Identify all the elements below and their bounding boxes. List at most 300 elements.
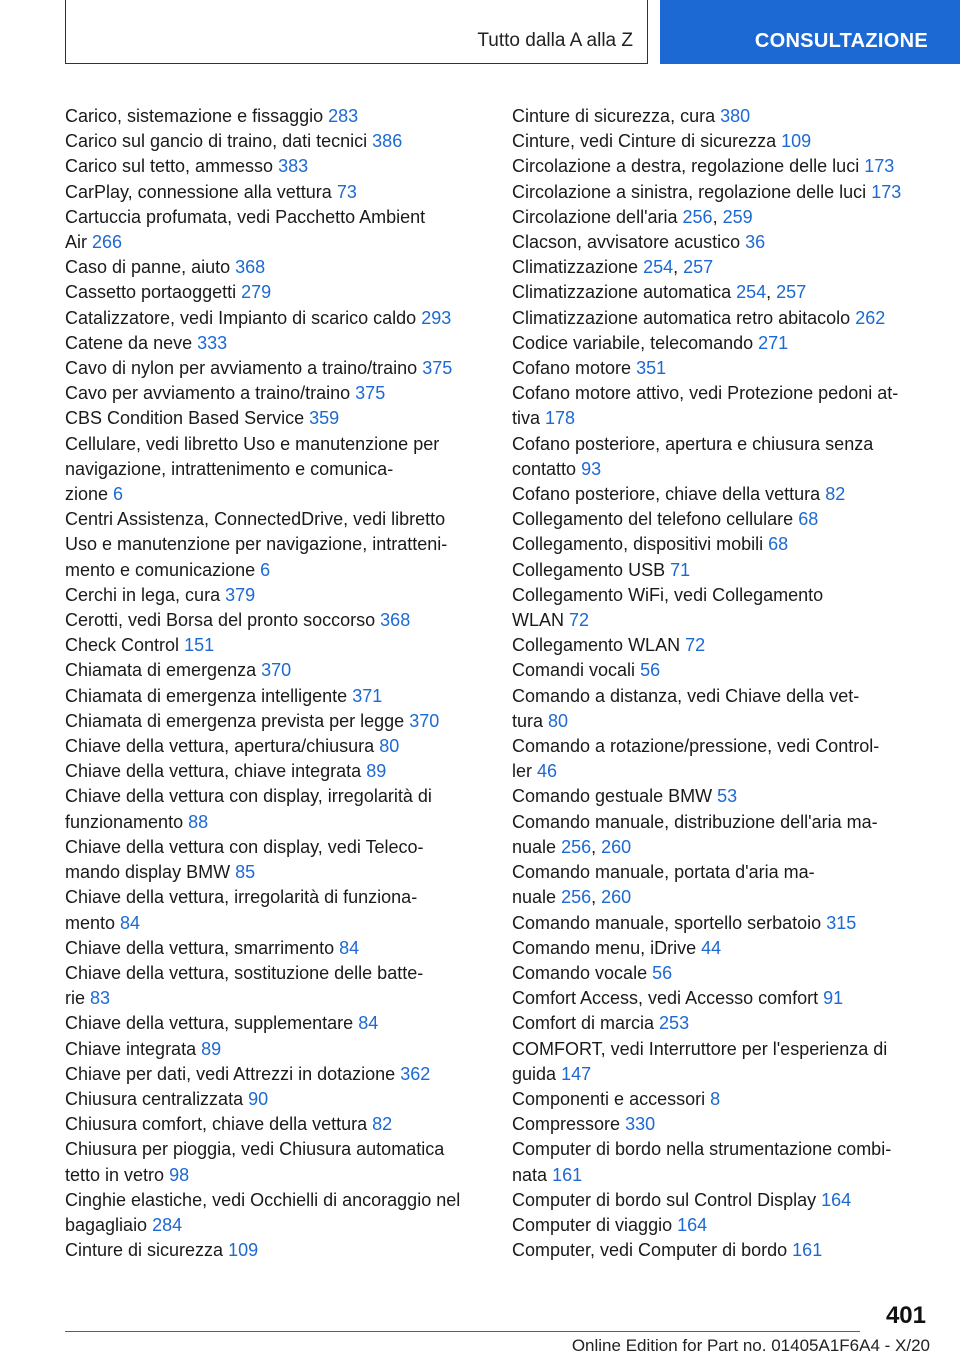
index-entry-line bbox=[512, 306, 932, 331]
index-entry bbox=[65, 1037, 487, 1062]
index-entry-line bbox=[512, 734, 932, 759]
index-entry-line bbox=[512, 482, 932, 507]
page-reference-link[interactable]: 368 bbox=[235, 257, 266, 278]
page-reference-link[interactable]: 256 bbox=[561, 887, 592, 908]
index-entry bbox=[512, 860, 932, 910]
index-entry-line bbox=[65, 306, 487, 331]
index-entry-line bbox=[65, 356, 487, 381]
page-reference-link[interactable]: 89 bbox=[201, 1038, 222, 1059]
index-entry-text: Collegamento WiFi, vedi Collegamento bbox=[512, 584, 824, 605]
page-reference-link[interactable]: 362 bbox=[400, 1063, 431, 1084]
page-reference-link[interactable]: 90 bbox=[248, 1088, 269, 1109]
index-entry-line bbox=[65, 230, 487, 255]
index-entry-line: Climatizzazione 254, 257 bbox=[512, 257, 714, 278]
index-entry-line bbox=[512, 381, 932, 406]
index-entry-text: Compressore bbox=[512, 1114, 621, 1135]
index-entry-line bbox=[512, 230, 932, 255]
index-entry-line bbox=[65, 457, 487, 482]
index-entry bbox=[65, 734, 487, 759]
page-reference-link[interactable]: 164 bbox=[677, 1214, 708, 1235]
page-reference-link[interactable]: 371 bbox=[352, 685, 383, 706]
index-entry bbox=[512, 507, 932, 532]
page-reference-link[interactable]: 85 bbox=[235, 862, 256, 883]
page-reference-link[interactable]: 72 bbox=[685, 635, 706, 656]
index-entry-text: Comando a rotazione/pressione, vedi Control- bbox=[512, 736, 880, 757]
index-entry-text: Cofano posteriore, chiave della vettura bbox=[512, 484, 821, 505]
index-entry-line bbox=[65, 936, 487, 961]
index-entry-text: Climatizzazione automatica bbox=[512, 282, 732, 303]
index-entry-line bbox=[512, 810, 932, 835]
footer-edition-text: Online Edition for Part no. 01405A1F6A4 - X/20 bbox=[571, 1336, 930, 1355]
index-entry-line bbox=[65, 129, 487, 154]
page-reference-link[interactable]: 173 bbox=[871, 181, 902, 202]
index-entry bbox=[65, 1137, 487, 1187]
index-entry-text: Cinghie elastiche, vedi Occhielli di ancoraggio nel bbox=[65, 1189, 461, 1210]
index-entry-text: ler bbox=[512, 761, 533, 782]
page-reference-link[interactable]: 8 bbox=[710, 1088, 721, 1109]
index-entry-line: nuale 256, 260 bbox=[512, 836, 632, 857]
index-entry bbox=[512, 1213, 932, 1238]
index-entry-text: WLAN bbox=[512, 610, 565, 631]
index-entry-text: Cerotti, vedi Borsa del pronto soccorso bbox=[65, 610, 376, 631]
index-entry bbox=[65, 356, 487, 381]
index-entry-line bbox=[512, 457, 932, 482]
index-entry-line bbox=[512, 684, 932, 709]
index-entry-line bbox=[512, 1238, 932, 1263]
index-entry bbox=[512, 684, 932, 734]
index-entry-line bbox=[512, 154, 932, 179]
index-entry-line bbox=[65, 709, 487, 734]
page-reference-link[interactable]: 91 bbox=[823, 988, 844, 1009]
page-reference-link[interactable]: 260 bbox=[601, 836, 632, 857]
page-reference-link[interactable]: 6 bbox=[113, 484, 124, 505]
index-entry-text: Air bbox=[65, 232, 87, 253]
index-entry bbox=[65, 784, 487, 834]
footer-divider bbox=[65, 1331, 860, 1332]
index-entry bbox=[512, 306, 932, 331]
page-reference-link[interactable]: 84 bbox=[120, 912, 141, 933]
index-entry-line bbox=[512, 180, 932, 205]
page-reference-link[interactable]: 109 bbox=[781, 131, 812, 152]
index-entry bbox=[65, 608, 487, 633]
index-entry-line bbox=[512, 532, 932, 557]
index-entry-line bbox=[512, 911, 932, 936]
index-entry-text: Comfort di marcia bbox=[512, 1013, 655, 1034]
index-entry-text: Clacson, avvisatore acustico bbox=[512, 232, 741, 253]
index-entry-text: Chiave per dati, vedi Attrezzi in dotazione bbox=[65, 1063, 396, 1084]
index-entry-line: Circolazione dell'aria 256, 259 bbox=[512, 206, 753, 227]
index-entry bbox=[512, 936, 932, 961]
index-entry-text: nuale bbox=[512, 887, 557, 908]
page-reference-link[interactable]: 151 bbox=[184, 635, 215, 656]
page-reference-link[interactable]: 173 bbox=[864, 156, 895, 177]
index-entry bbox=[512, 1238, 932, 1263]
index-entry-line bbox=[65, 507, 487, 532]
index-entry-line bbox=[65, 1011, 487, 1036]
page-reference-link[interactable]: 262 bbox=[855, 307, 886, 328]
index-entry-text: Caso di panne, aiuto bbox=[65, 257, 231, 278]
index-entry bbox=[65, 1087, 487, 1112]
index-entry-text: CBS Condition Based Service bbox=[65, 408, 305, 429]
index-entry-text: Comando manuale, sportello serbatoio bbox=[512, 912, 822, 933]
index-entry-line bbox=[65, 583, 487, 608]
index-entry bbox=[65, 633, 487, 658]
index-entry-text: Carico, sistemazione e fissaggio bbox=[65, 106, 324, 126]
page-reference-link[interactable]: 56 bbox=[640, 660, 661, 681]
index-entry-text: Check Control bbox=[65, 635, 180, 656]
page-reference-link[interactable]: 351 bbox=[636, 358, 667, 379]
index-entry-text: Comando a distanza, vedi Chiave della vet- bbox=[512, 685, 860, 706]
index-entry-text: Computer di bordo nella strumentazione combi- bbox=[512, 1139, 892, 1160]
index-entry-text: Comfort Access, vedi Accesso comfort bbox=[512, 988, 819, 1009]
page-reference-link[interactable]: 164 bbox=[821, 1189, 852, 1210]
index-entry-line bbox=[512, 1137, 932, 1162]
index-entry bbox=[512, 129, 932, 154]
index-entry-text: Chiave integrata bbox=[65, 1038, 197, 1059]
index-entry bbox=[65, 936, 487, 961]
page-reference-link[interactable]: 260 bbox=[601, 887, 632, 908]
page-reference-link[interactable]: 333 bbox=[197, 332, 228, 353]
index-entry-line bbox=[65, 1213, 487, 1238]
index-entry-text: Cinture di sicurezza bbox=[65, 1240, 224, 1261]
page-reference-link[interactable]: 36 bbox=[745, 232, 766, 253]
chapter-tab[interactable] bbox=[660, 0, 960, 64]
index-entry-line bbox=[512, 432, 932, 457]
page-reference-link[interactable]: 56 bbox=[652, 962, 673, 983]
index-entry-line bbox=[512, 1011, 932, 1036]
page-reference-link[interactable]: 386 bbox=[372, 131, 403, 152]
index-entry-text: Catalizzatore, vedi Impianto di scarico caldo bbox=[65, 307, 417, 328]
page-reference-link[interactable]: 109 bbox=[228, 1240, 259, 1261]
page-reference-link[interactable]: 72 bbox=[569, 610, 590, 631]
index-entry-text: guida bbox=[512, 1063, 557, 1084]
index-entry-text: Componenti e accessori bbox=[512, 1088, 706, 1109]
index-entry-text: COMFORT, vedi Interruttore per l'esperienza di bbox=[512, 1038, 888, 1059]
index-entry bbox=[512, 658, 932, 683]
page-reference-link[interactable]: 383 bbox=[278, 156, 309, 177]
index-entry bbox=[65, 255, 487, 280]
index-entry-text: Chiave della vettura con display, vedi Teleco- bbox=[65, 836, 424, 857]
page-reference-link[interactable]: 53 bbox=[717, 786, 738, 807]
index-entry bbox=[512, 1011, 932, 1036]
index-entry bbox=[65, 885, 487, 935]
index-entry-line bbox=[65, 986, 487, 1011]
page-reference-link[interactable]: 71 bbox=[670, 559, 691, 580]
index-entry-text: Centri Assistenza, ConnectedDrive, vedi libretto bbox=[65, 509, 446, 530]
index-entry-text: Catene da neve bbox=[65, 332, 193, 353]
page-reference-link[interactable]: 161 bbox=[552, 1164, 583, 1185]
index-entry bbox=[65, 1112, 487, 1137]
page-reference-link[interactable]: 178 bbox=[545, 408, 576, 429]
page-reference-link[interactable]: 82 bbox=[825, 484, 846, 505]
index-entry-line bbox=[65, 759, 487, 784]
chapter-title: CONSULTAZIONE bbox=[754, 30, 928, 52]
index-entry-line bbox=[512, 1062, 932, 1087]
index-entry-line bbox=[65, 1037, 487, 1062]
index-entry-text: Carico sul gancio di traino, dati tecnici bbox=[65, 131, 368, 152]
index-entry bbox=[65, 835, 487, 885]
index-entry bbox=[65, 1188, 487, 1238]
page-reference-link[interactable]: 89 bbox=[366, 761, 387, 782]
page-reference-link[interactable]: 279 bbox=[241, 282, 272, 303]
page-reference-link[interactable]: 82 bbox=[372, 1114, 393, 1135]
index-entry bbox=[512, 961, 932, 986]
page-reference-link[interactable]: 44 bbox=[701, 937, 722, 958]
index-entry-text: Collegamento WLAN bbox=[512, 635, 681, 656]
index-entry-line bbox=[512, 1087, 932, 1112]
index-entry bbox=[512, 482, 932, 507]
index-entry bbox=[65, 104, 487, 129]
index-entry-line: Climatizzazione automatica 254, 257 bbox=[512, 282, 807, 303]
index-entry-text: Cerchi in lega, cura bbox=[65, 584, 221, 605]
index-entry-text: navigazione, intrattenimento e comunica- bbox=[65, 458, 394, 479]
index-entry-text: Chiave della vettura con display, irregolarità di bbox=[65, 786, 432, 807]
index-entry-text: Comando gestuale BMW bbox=[512, 786, 713, 807]
index-entry-text: Computer di bordo sul Control Display bbox=[512, 1189, 817, 1210]
index-entry-text: Cavo di nylon per avviamento a traino/traino bbox=[65, 358, 418, 379]
page-reference-link[interactable]: 256 bbox=[682, 206, 713, 227]
page-reference-link[interactable]: 271 bbox=[758, 332, 789, 353]
index-entry-line bbox=[65, 1137, 487, 1162]
page-reference-link[interactable]: 84 bbox=[339, 937, 360, 958]
index-entry bbox=[65, 507, 487, 583]
index-entry-text: CarPlay, connessione alla vettura bbox=[65, 181, 332, 202]
index-entry bbox=[65, 961, 487, 1011]
index-entry bbox=[512, 381, 932, 431]
index-entry-line bbox=[512, 583, 932, 608]
index-entry-line bbox=[65, 381, 487, 406]
index-entry bbox=[65, 658, 487, 683]
index-entry-line bbox=[65, 331, 487, 356]
page-reference-link[interactable]: 256 bbox=[561, 836, 592, 857]
index-entry bbox=[65, 205, 487, 255]
index-entry bbox=[512, 532, 932, 557]
index-entry-text: Chiusura comfort, chiave della vettura bbox=[65, 1114, 368, 1135]
index-entry-text: tura bbox=[512, 710, 544, 731]
page-reference-link[interactable]: 147 bbox=[561, 1063, 592, 1084]
index-entry-text: Chiave della vettura, irregolarità di funziona- bbox=[65, 887, 418, 908]
index-entry-text: tetto in vetro bbox=[65, 1164, 165, 1185]
index-entry-text: Chiusura centralizzata bbox=[65, 1088, 244, 1109]
index-entry bbox=[512, 810, 932, 860]
page-reference-link[interactable]: 379 bbox=[225, 584, 256, 605]
index-entry-line bbox=[512, 406, 932, 431]
index-entry-text: Cassetto portaoggetti bbox=[65, 282, 237, 303]
index-entry-line bbox=[65, 1188, 487, 1213]
index-entry bbox=[512, 1188, 932, 1213]
index-entry-text: mento e comunicazione bbox=[65, 559, 256, 580]
index-entry-line bbox=[65, 810, 487, 835]
index-entry-line bbox=[65, 280, 487, 305]
index-entry-line bbox=[65, 911, 487, 936]
index-entry-line bbox=[65, 205, 487, 230]
index-entry-line bbox=[65, 104, 487, 129]
page-reference-link[interactable]: 283 bbox=[328, 106, 359, 126]
index-entry-line bbox=[65, 860, 487, 885]
page-reference-link[interactable]: 315 bbox=[826, 912, 857, 933]
index-entry-text: Climatizzazione automatica retro abitacolo bbox=[512, 307, 851, 328]
index-entry-text: Carico sul tetto, ammesso bbox=[65, 156, 274, 177]
index-entry-line bbox=[65, 255, 487, 280]
index-entry-line bbox=[65, 1062, 487, 1087]
index-entry bbox=[65, 709, 487, 734]
index-entry-text: Chiave della vettura, sostituzione delle batte- bbox=[65, 962, 424, 983]
index-entry-text: nuale bbox=[512, 836, 557, 857]
index-entry-line bbox=[65, 1163, 487, 1188]
page-reference-link[interactable]: 46 bbox=[537, 761, 558, 782]
index-entry bbox=[65, 1238, 487, 1263]
index-entry-text: Uso e manutenzione per navigazione, intratteni- bbox=[65, 534, 448, 555]
index-entry bbox=[65, 1062, 487, 1087]
index-entry-text: bagagliaio bbox=[65, 1214, 148, 1235]
index-entry-line bbox=[65, 608, 487, 633]
page-reference-link[interactable]: 98 bbox=[169, 1164, 190, 1185]
index-entry-text: mando display BMW bbox=[65, 862, 231, 883]
index-entry bbox=[65, 759, 487, 784]
index-entry-line bbox=[65, 961, 487, 986]
index-entry-line bbox=[65, 532, 487, 557]
index-entry-text: Comando manuale, portata d'aria ma- bbox=[512, 862, 815, 883]
index-entry bbox=[512, 734, 932, 784]
index-entry bbox=[65, 583, 487, 608]
index-entry bbox=[512, 1137, 932, 1187]
index-entry-text: Cofano motore bbox=[512, 358, 632, 379]
index-entry-text: zione bbox=[65, 484, 109, 505]
index-entry-text: Chiave della vettura, smarrimento bbox=[65, 937, 335, 958]
index-entry bbox=[512, 205, 932, 230]
page-reference-link[interactable]: 257 bbox=[683, 257, 714, 278]
index-entry bbox=[65, 406, 487, 431]
index-entry-text: Circolazione a sinistra, regolazione delle luci bbox=[512, 181, 867, 202]
index-entry-text: Cofano posteriore, apertura e chiusura senza bbox=[512, 433, 874, 454]
index-entry-line bbox=[512, 1213, 932, 1238]
index-entry-line bbox=[512, 633, 932, 658]
index-entry-text: Cartuccia profumata, vedi Pacchetto Ambient bbox=[65, 206, 426, 227]
index-entry bbox=[65, 381, 487, 406]
index-entry-text: Cavo per avviamento a traino/traino bbox=[65, 383, 351, 404]
index-entry bbox=[512, 633, 932, 658]
page-reference-link[interactable]: 380 bbox=[720, 106, 751, 126]
page-reference-link[interactable]: 284 bbox=[152, 1214, 183, 1235]
index-entry-line bbox=[65, 1087, 487, 1112]
page-reference-link[interactable]: 93 bbox=[581, 458, 602, 479]
index-entry-line bbox=[512, 860, 932, 885]
index-entry-line bbox=[65, 633, 487, 658]
page-reference-link[interactable]: 83 bbox=[90, 988, 111, 1009]
index-entry-text: Cinture, vedi Cinture di sicurezza bbox=[512, 131, 777, 152]
index-column-left bbox=[65, 104, 487, 1263]
page-reference-link[interactable]: 375 bbox=[422, 358, 453, 379]
index-entry-text: Circolazione dell'aria bbox=[512, 206, 678, 227]
page-reference-link[interactable]: 266 bbox=[92, 232, 123, 253]
index-entry-text: Codice variabile, telecomando bbox=[512, 332, 754, 353]
index-entry-text: Cellulare, vedi libretto Uso e manutenzione per bbox=[65, 433, 440, 454]
index-entry-line bbox=[512, 608, 932, 633]
page-reference-link[interactable]: 368 bbox=[380, 610, 411, 631]
page-reference-link[interactable]: 375 bbox=[355, 383, 386, 404]
index-entry bbox=[65, 331, 487, 356]
page-reference-link[interactable]: 359 bbox=[309, 408, 340, 429]
index-entry bbox=[512, 154, 932, 179]
page-reference-link[interactable]: 259 bbox=[722, 206, 753, 227]
index-entry-text: Chiamata di emergenza bbox=[65, 660, 257, 681]
index-entry-text: Chiusura per pioggia, vedi Chiusura automatica bbox=[65, 1139, 445, 1160]
index-entry-text: Chiamata di emergenza intelligente bbox=[65, 685, 348, 706]
index-entry bbox=[512, 784, 932, 809]
page-reference-link[interactable]: 84 bbox=[358, 1013, 379, 1034]
index-entry-line bbox=[512, 558, 932, 583]
page-reference-link[interactable]: 257 bbox=[776, 282, 807, 303]
page-reference-link[interactable]: 330 bbox=[625, 1114, 656, 1135]
index-entry bbox=[512, 180, 932, 205]
index-entry-line bbox=[512, 1188, 932, 1213]
index-entry bbox=[512, 255, 932, 280]
index-entry bbox=[512, 911, 932, 936]
index-entry-text: nata bbox=[512, 1164, 548, 1185]
index-entry bbox=[512, 356, 932, 381]
index-entry-line bbox=[65, 885, 487, 910]
index-entry bbox=[65, 129, 487, 154]
index-entry-line bbox=[512, 759, 932, 784]
index-entry-text: Cofano motore attivo, vedi Protezione pedoni at- bbox=[512, 383, 899, 404]
index-entry bbox=[512, 331, 932, 356]
index-entry bbox=[65, 1011, 487, 1036]
index-entry-text: tiva bbox=[512, 408, 541, 429]
index-entry bbox=[512, 280, 932, 305]
index-entry-line: nuale 256, 260 bbox=[512, 887, 632, 908]
index-entry-line bbox=[65, 180, 487, 205]
index-entry-line bbox=[65, 482, 487, 507]
page-reference-link[interactable]: 80 bbox=[379, 736, 400, 757]
page-reference-link[interactable]: 161 bbox=[792, 1240, 823, 1261]
page-reference-link[interactable]: 254 bbox=[643, 257, 674, 278]
page-reference-link[interactable]: 80 bbox=[548, 710, 569, 731]
page-reference-link[interactable]: 293 bbox=[421, 307, 452, 328]
index-column-right bbox=[512, 104, 932, 1263]
index-entry-text: Cinture di sicurezza, cura bbox=[512, 106, 716, 126]
index-entry-line bbox=[65, 734, 487, 759]
index-entry-text: Chiave della vettura, apertura/chiusura bbox=[65, 736, 375, 757]
page-reference-link[interactable]: 6 bbox=[260, 559, 271, 580]
index-entry-line bbox=[65, 835, 487, 860]
page-reference-link[interactable]: 253 bbox=[659, 1013, 690, 1034]
index-entry-line bbox=[65, 658, 487, 683]
page-reference-link[interactable]: 254 bbox=[736, 282, 767, 303]
index-entry-text: rie bbox=[65, 988, 86, 1009]
index-entry-text: Climatizzazione bbox=[512, 257, 639, 278]
page-reference-link[interactable]: 88 bbox=[188, 811, 209, 832]
index-entry-line bbox=[512, 104, 932, 129]
index-entry-text: Comando manuale, distribuzione dell'aria ma- bbox=[512, 811, 878, 832]
page-reference-link[interactable]: 370 bbox=[409, 710, 440, 731]
index-entry-line bbox=[512, 1037, 932, 1062]
page-reference-link[interactable]: 68 bbox=[768, 534, 789, 555]
index-entry-text: Collegamento del telefono cellulare bbox=[512, 509, 794, 530]
index-entry bbox=[512, 1087, 932, 1112]
index-entry bbox=[65, 432, 487, 508]
index-entry-text: Chiave della vettura, chiave integrata bbox=[65, 761, 362, 782]
index-entry bbox=[512, 104, 932, 129]
index-entry-line bbox=[512, 129, 932, 154]
page-reference-link[interactable]: 73 bbox=[336, 181, 357, 202]
index-entry-line bbox=[512, 356, 932, 381]
index-entry-text: Collegamento, dispositivi mobili bbox=[512, 534, 764, 555]
index-entry-text: Chiave della vettura, supplementare bbox=[65, 1013, 354, 1034]
page-reference-link[interactable]: 68 bbox=[798, 509, 819, 530]
index-entry bbox=[512, 230, 932, 255]
index-entry-line bbox=[512, 507, 932, 532]
page-reference-link[interactable]: 370 bbox=[261, 660, 292, 681]
